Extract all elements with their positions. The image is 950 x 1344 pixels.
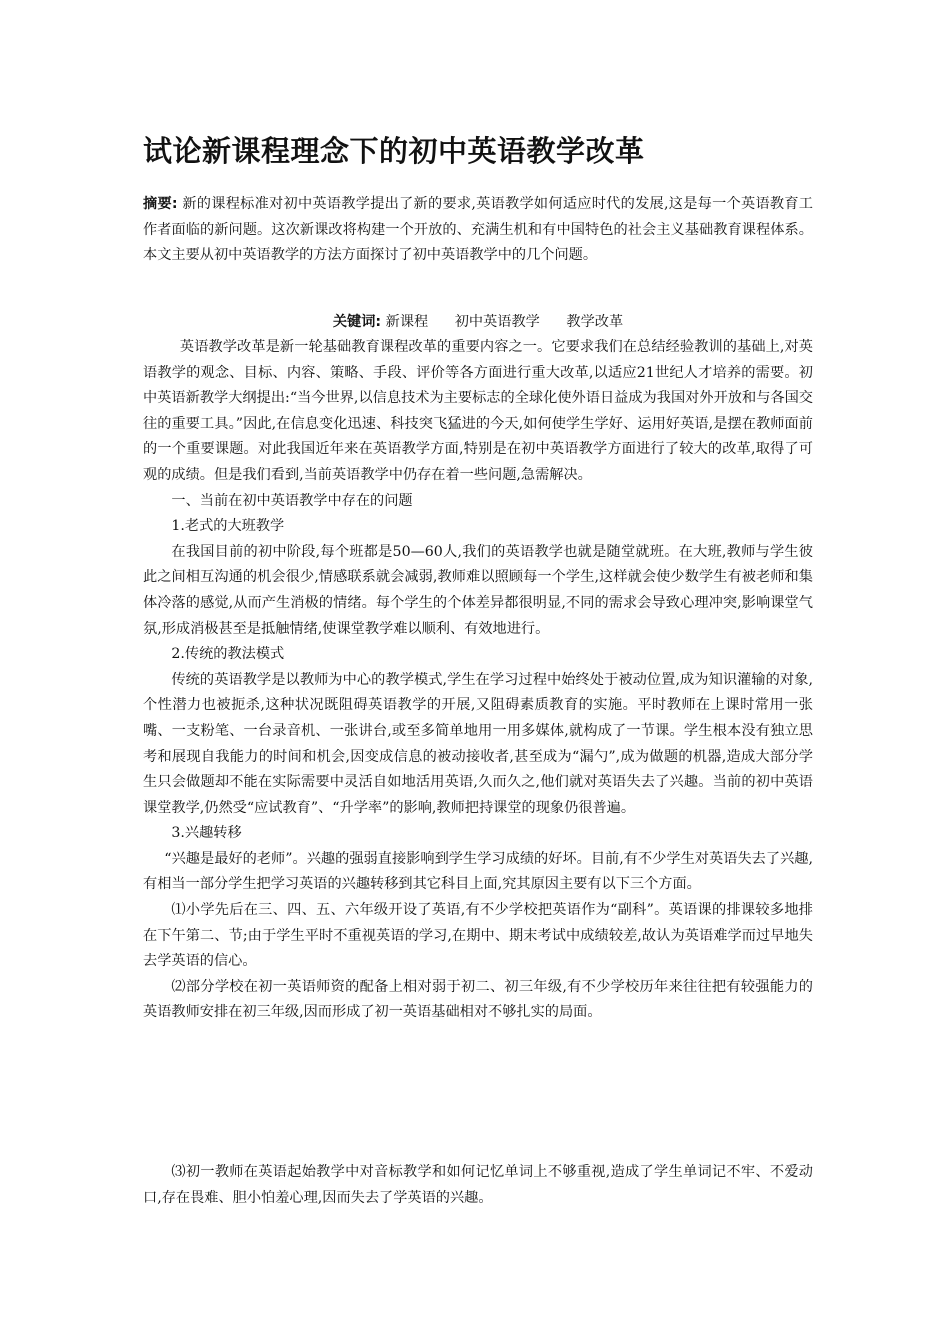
subsection-heading: 2.传统的教法模式	[171, 646, 285, 663]
document-title: 试论新课程理念下的初中英语教学改革	[143, 134, 645, 168]
abstract	[143, 192, 813, 269]
keyword: 教学改革	[566, 314, 624, 330]
list-item: ⑶初一教师在英语起始教学中对音标教学和如何记忆单词上不够重视,造成了学生单词记不牢、不爱动口,存在畏难、胆小怕羞心理,因而失去了学英语的兴趣。	[143, 1164, 813, 1206]
body-text	[143, 335, 813, 1026]
paragraph: 传统的英语教学是以教师为中心的教学模式,学生在学习过程中始终处于被动位置,成为知识灌输的对象,个性潜力也被扼杀,这种状况既阻碍英语教学的开展,又阻碍素质教育的实施。平时教师在上课时常用一张嘴、一支粉笔、一台录音机、一张讲台,或至多简单地用一用多媒体,就构成了一节课。学生根本没有独立思考和展现自我能力的时间和机会,因变成信息的被动接收者,甚至成为“漏勺”,成为做题的机器,造成大部分学生只会做题却不能在实际需要中灵活自如地活用英语,久而久之,他们就对英语失去了兴趣。当前的初中英语课堂教学,仍然受“应试教育”、“升学率”的影响,教师把持课堂的现象仍很普遍。	[143, 671, 813, 816]
subsection-heading: 3.兴趣转移	[171, 825, 242, 842]
body-text-continued	[143, 1160, 813, 1211]
list-item: ⑴小学先后在三、四、五、六年级开设了英语,有不少学校把英语作为“副科”。英语课的排课较多地排在下午第二、节;由于学生平时不重视英语的学习,在期中、期末考试中成绩较差,故认为英语难学而过早地失去学英语的信心。	[143, 902, 813, 970]
list-item: ⑵部分学校在初一英语师资的配备上相对弱于初二、初三年级,有不少学校历年来往往把有较强能力的英语教师安排在初三年级,因而形成了初一英语基础相对不够扎实的局面。	[143, 978, 813, 1021]
section-heading: 一、当前在初中英语教学中存在的问题	[171, 492, 413, 509]
paragraph: “兴趣是最好的老师”。兴趣的强弱直接影响到学生学习成绩的好坏。目前,有不少学生对英语失去了兴趣,有相当一部分学生把学习英语的兴趣转移到其它科目上面,究其原因主要有以下三个方面。	[143, 850, 813, 893]
subsection-heading: 1.老式的大班教学	[171, 518, 285, 535]
abstract-label: 摘要:	[143, 196, 178, 212]
keyword: 初中英语教学	[454, 314, 540, 330]
keywords-label: 关键词:	[332, 314, 382, 330]
keywords-line	[143, 310, 813, 336]
paragraph: 英语教学改革是新一轮基础教育课程改革的重要内容之一。它要求我们在总结经验教训的基础上,对英语教学的观念、目标、内容、策略、手段、评价等各方面进行重大改革,以适应21世纪人才培养的需要。初中英语新教学大纲提出:“当今世界,以信息技术为主要标志的全球化使外语日益成为我国对外开放和与各国交往的重要工具。”因此,在信息变化迅速、科技突飞猛进的今天,如何使学生学好、运用好英语,是摆在教师面前的一个重要课题。对此我国近年来在英语教学方面,特别是在初中英语教学方面进行了较大的改革,取得了可观的成绩。但是我们看到,当前英语教学中仍存在着一些问题,急需解决。	[143, 339, 813, 483]
keyword: 新课程	[385, 314, 429, 330]
abstract-text: 新的课程标准对初中英语教学提出了新的要求,英语教学如何适应时代的发展,这是每一个英语教育工作者面临的新问题。这次新课改将构建一个开放的、充满生机和有中国特色的社会主义基础教育课程体系。本文主要从初中英语教学的方法方面探讨了初中英语教学中的几个问题。	[143, 196, 813, 264]
paragraph: 在我国目前的初中阶段,每个班都是50—60人,我们的英语教学也就是随堂就班。在大班,教师与学生彼此之间相互沟通的机会很少,情感联系就会减弱,教师难以照顾每一个学生,这样就会使少数学生有被老师和集体冷落的感觉,从而产生消极的情绪。每个学生的个体差异都很明显,不同的需求会导致心理冲突,影响课堂气氛,形成消极甚至是抵触情绪,使课堂教学难以顺利、有效地进行。	[143, 543, 813, 637]
